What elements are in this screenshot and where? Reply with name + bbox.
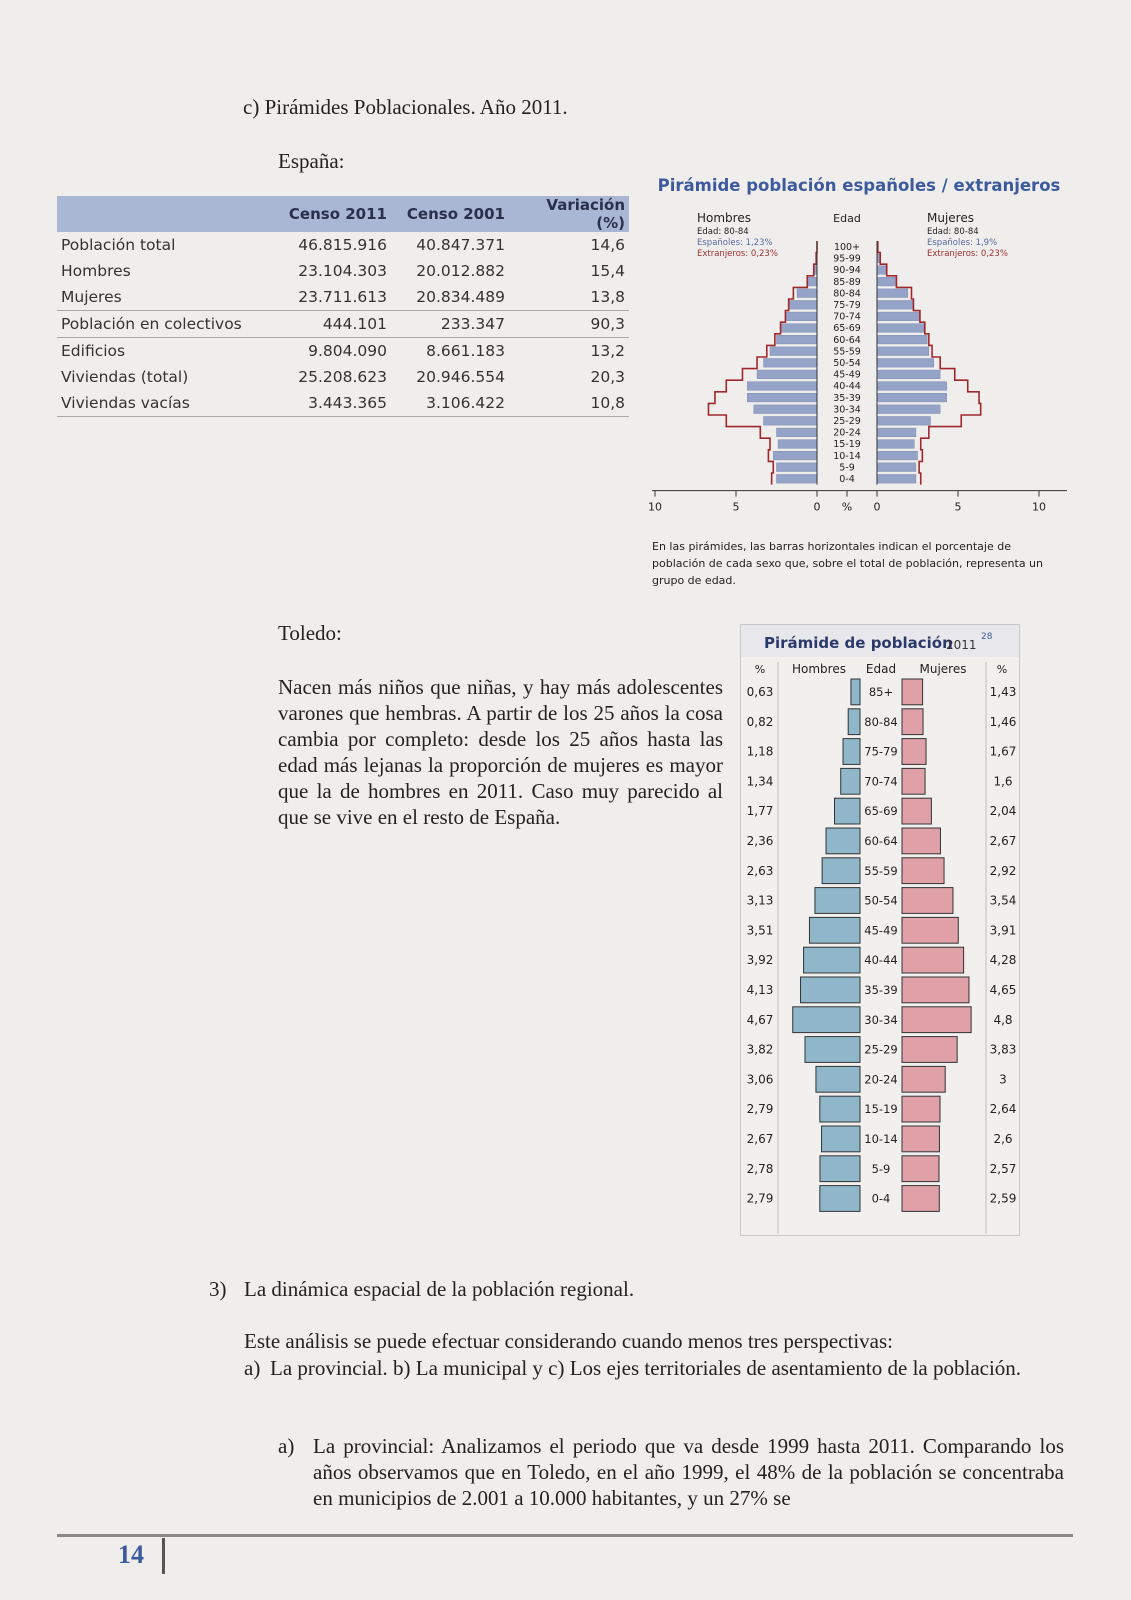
edad-label: 20-24 bbox=[864, 1072, 898, 1087]
male-bar bbox=[778, 440, 817, 449]
female-bar bbox=[877, 277, 896, 286]
age-label: 45-49 bbox=[833, 369, 861, 381]
age-label: 25-29 bbox=[833, 416, 861, 427]
perspectives-text: La provincial. b) La municipal y c) Los ejes territoriales de asentamiento de la población. bbox=[270, 1356, 1022, 1380]
edad-label: 50-54 bbox=[864, 893, 898, 908]
male-bar bbox=[747, 382, 817, 391]
table-row bbox=[57, 232, 629, 258]
table-cell: 9.804.090 bbox=[273, 338, 391, 365]
section-heading: c) Pirámides Poblacionales. Año 2011. bbox=[243, 95, 568, 119]
table-cell: 233.347 bbox=[391, 311, 509, 338]
table-row bbox=[57, 338, 629, 365]
table-header-row bbox=[57, 196, 629, 232]
hombres-value: 3,13 bbox=[746, 893, 774, 908]
table-cell: 3.443.365 bbox=[273, 390, 391, 417]
hombres-bar bbox=[841, 768, 860, 794]
hombres-value: 2,79 bbox=[746, 1102, 774, 1117]
mujeres-bar bbox=[902, 917, 958, 943]
right-legend-spanish: Españoles: 1,9% bbox=[927, 238, 998, 248]
age-label: 10-14 bbox=[833, 450, 861, 462]
mujeres-value: 2,67 bbox=[989, 834, 1017, 848]
male-bar bbox=[747, 393, 817, 402]
male-bar bbox=[777, 428, 818, 437]
hombres-bar bbox=[822, 858, 860, 884]
table-cell: 46.815.916 bbox=[298, 236, 387, 254]
edad-label: 75-79 bbox=[864, 744, 898, 759]
male-bar bbox=[797, 289, 817, 298]
toledo-pyramid-chart bbox=[740, 624, 1020, 1236]
footer-rule bbox=[57, 1534, 1073, 1537]
mujeres-value: 3,91 bbox=[989, 923, 1017, 938]
edad-label: 10-14 bbox=[864, 1132, 898, 1146]
table-cell: 90,3 bbox=[509, 311, 629, 338]
age-label: 70-74 bbox=[833, 311, 861, 323]
hombres-value: 2,78 bbox=[746, 1161, 774, 1176]
mujeres-value: 3 bbox=[999, 1072, 1007, 1087]
left-header: Hombres bbox=[697, 211, 751, 225]
table-header bbox=[57, 196, 273, 232]
male-bar bbox=[789, 301, 817, 310]
male-bar bbox=[773, 451, 817, 460]
mujeres-value: 2,64 bbox=[989, 1102, 1017, 1117]
male-bar bbox=[777, 475, 818, 484]
female-bar bbox=[877, 475, 916, 484]
hombres-header: Hombres bbox=[792, 662, 846, 676]
age-label: 90-94 bbox=[833, 265, 861, 277]
hombres-value: 0,82 bbox=[746, 714, 774, 729]
hombres-bar bbox=[820, 1096, 860, 1122]
hombres-value: 2,36 bbox=[746, 834, 774, 848]
hombres-bar bbox=[815, 888, 860, 914]
spain-label: España: bbox=[278, 149, 345, 173]
male-bar bbox=[786, 312, 817, 321]
edad-label: 25-29 bbox=[864, 1042, 898, 1057]
mujeres-bar bbox=[902, 1066, 945, 1092]
x-tick-label: 10 bbox=[648, 500, 662, 514]
table-cell: 14,6 bbox=[590, 236, 625, 254]
mujeres-bar bbox=[902, 1096, 940, 1122]
female-bar bbox=[877, 312, 919, 321]
male-bar bbox=[807, 277, 817, 286]
male-bar bbox=[764, 359, 817, 368]
hombres-bar bbox=[848, 709, 860, 735]
mujeres-value: 3,83 bbox=[989, 1042, 1017, 1057]
table-cell: 13,2 bbox=[509, 338, 629, 365]
mujeres-bar bbox=[902, 798, 931, 824]
mujeres-bar bbox=[902, 828, 940, 854]
toledo-label: Toledo: bbox=[278, 621, 342, 645]
female-bar bbox=[877, 428, 916, 437]
footnote-ref: 28 bbox=[981, 632, 993, 642]
hombres-bar bbox=[820, 1186, 860, 1212]
table-cell: Viviendas (total) bbox=[61, 368, 189, 386]
hombres-value: 3,06 bbox=[746, 1072, 774, 1087]
table-cell: Población en colectivos bbox=[57, 311, 273, 338]
female-bar bbox=[877, 359, 934, 368]
age-label: 55-59 bbox=[833, 346, 861, 358]
x-tick-label: 5 bbox=[954, 500, 962, 514]
age-label: 15-19 bbox=[833, 439, 861, 451]
edad-label: 40-44 bbox=[864, 953, 898, 968]
table-cell: 15,4 bbox=[590, 262, 625, 280]
hombres-bar bbox=[804, 947, 860, 973]
mujeres-bar bbox=[902, 1156, 939, 1182]
mujeres-value: 2,57 bbox=[989, 1161, 1017, 1176]
x-tick-label: 5 bbox=[732, 500, 740, 514]
table-row bbox=[57, 311, 629, 338]
table-cell: Viviendas vacías bbox=[57, 390, 273, 417]
female-bar bbox=[877, 347, 929, 356]
left-legend-age: Edad: 80-84 bbox=[697, 227, 749, 237]
hombres-bar bbox=[809, 917, 860, 943]
mujeres-bar bbox=[902, 1007, 971, 1033]
female-bar bbox=[877, 370, 940, 379]
left-legend-spanish: Españoles: 1,23% bbox=[697, 238, 773, 248]
mujeres-value: 2,59 bbox=[989, 1191, 1017, 1206]
hombres-bar bbox=[816, 1066, 860, 1092]
male-bar bbox=[777, 335, 818, 344]
female-bar bbox=[877, 405, 940, 414]
hombres-value: 3,92 bbox=[746, 953, 774, 968]
female-bar bbox=[877, 335, 927, 344]
age-label: 0-4 bbox=[839, 474, 855, 485]
mujeres-bar bbox=[902, 858, 944, 884]
hombres-bar bbox=[826, 828, 860, 854]
female-bar bbox=[877, 289, 908, 298]
item-a-paragraph: La provincial: Analizamos el periodo que va desde 1999 hasta 2011. Comparando los años observamos que en Toledo, en el año 1999, el 48% de la población se concentraba en municipios de 2.001 a 10.000 habitantes, y un 27% se bbox=[313, 1434, 1064, 1510]
hombres-bar bbox=[793, 1007, 860, 1033]
female-bar bbox=[877, 301, 913, 310]
hombres-bar bbox=[835, 798, 860, 824]
chart-title: Pirámide población españoles / extranjeros bbox=[657, 176, 1061, 195]
left-legend-foreign: Extranjeros: 0,23% bbox=[697, 249, 778, 259]
table-cell: Mujeres bbox=[61, 288, 122, 306]
age-label: 65-69 bbox=[833, 323, 861, 335]
age-label: 5-9 bbox=[839, 462, 855, 474]
hombres-value: 1,77 bbox=[746, 804, 774, 819]
edad-label: 85+ bbox=[868, 685, 894, 699]
table-cell: 40.847.371 bbox=[416, 236, 505, 254]
hombres-value: 4,67 bbox=[746, 1012, 774, 1027]
age-label: 30-34 bbox=[833, 404, 861, 416]
edad-label: 80-84 bbox=[864, 714, 898, 729]
male-bar bbox=[770, 347, 817, 356]
mujeres-bar bbox=[902, 768, 925, 794]
male-bar bbox=[764, 417, 817, 426]
table-row bbox=[57, 284, 629, 311]
table-cell: 23.104.303 bbox=[298, 262, 387, 280]
table-cell: Hombres bbox=[61, 262, 131, 280]
female-bar bbox=[877, 440, 914, 449]
female-bar bbox=[877, 451, 918, 460]
male-bar bbox=[781, 324, 817, 333]
hombres-value: 2,67 bbox=[746, 1132, 774, 1146]
hombres-value: 1,34 bbox=[746, 774, 774, 789]
mujeres-value: 2,92 bbox=[989, 863, 1017, 878]
age-label: 75-79 bbox=[833, 300, 861, 311]
page-number: 14 bbox=[118, 1540, 144, 1569]
age-label: 50-54 bbox=[833, 358, 861, 369]
age-label: 60-64 bbox=[833, 334, 861, 346]
edad-label: 0-4 bbox=[871, 1191, 891, 1206]
chart-title: Pirámide de población bbox=[764, 634, 953, 652]
item-a-marker: a) bbox=[278, 1434, 295, 1458]
mujeres-bar bbox=[902, 1037, 957, 1063]
mujeres-bar bbox=[902, 679, 923, 705]
mujeres-bar bbox=[902, 977, 969, 1003]
mujeres-value: 4,65 bbox=[989, 983, 1017, 997]
edad-label: 5-9 bbox=[871, 1161, 891, 1176]
hombres-value: 1,18 bbox=[746, 744, 774, 759]
footer-bar bbox=[162, 1538, 165, 1574]
mujeres-bar bbox=[902, 888, 953, 914]
table-header: Censo 2011 bbox=[273, 196, 391, 232]
edad-label: 35-39 bbox=[864, 983, 898, 997]
hombres-bar bbox=[822, 1126, 860, 1152]
table-cell: Edificios bbox=[57, 338, 273, 365]
mujeres-value: 1,67 bbox=[989, 744, 1017, 759]
table-cell: Población total bbox=[61, 236, 176, 254]
chart-year: 2011 bbox=[946, 638, 977, 652]
hombres-bar bbox=[820, 1156, 860, 1182]
perspectives-marker: a) bbox=[244, 1356, 261, 1380]
edad-label: 30-34 bbox=[864, 1012, 898, 1027]
mujeres-value: 2,6 bbox=[993, 1132, 1013, 1146]
age-label: 35-39 bbox=[833, 392, 861, 404]
census-table bbox=[57, 196, 629, 417]
table-cell: 25.208.623 bbox=[298, 368, 387, 386]
section-number: 3) bbox=[209, 1277, 227, 1301]
pct-header-right: % bbox=[996, 663, 1008, 676]
table-cell: 23.711.613 bbox=[298, 288, 387, 306]
table-cell: 8.661.183 bbox=[391, 338, 509, 365]
hombres-value: 3,51 bbox=[746, 923, 774, 938]
right-legend-age: Edad: 80-84 bbox=[927, 227, 979, 237]
hombres-bar bbox=[805, 1037, 860, 1063]
mujeres-bar bbox=[902, 1126, 939, 1152]
chart-caption: En las pirámides, las barras horizontales indican el porcentaje de población de cada sexo que, sobre el total de población, representa un grupo de edad. bbox=[652, 540, 1044, 587]
right-legend-foreign: Extranjeros: 0,23% bbox=[927, 249, 1008, 259]
mujeres-value: 2,04 bbox=[989, 804, 1017, 819]
mujeres-value: 1,46 bbox=[989, 714, 1017, 729]
edad-header: Edad bbox=[865, 662, 897, 676]
female-bar bbox=[877, 382, 947, 391]
edad-label: 55-59 bbox=[864, 863, 898, 878]
x-tick-label: 0 bbox=[873, 500, 881, 514]
mujeres-value: 1,6 bbox=[993, 774, 1013, 789]
female-bar bbox=[877, 324, 924, 333]
female-bar bbox=[877, 393, 947, 402]
table-cell: 20.834.489 bbox=[416, 288, 505, 306]
age-header: Edad bbox=[833, 212, 861, 225]
age-label: 40-44 bbox=[833, 381, 861, 393]
age-label: 80-84 bbox=[833, 288, 861, 300]
spain-pyramid-chart bbox=[648, 172, 1067, 594]
hombres-bar bbox=[801, 977, 860, 1003]
female-bar bbox=[877, 417, 930, 426]
edad-label: 65-69 bbox=[864, 804, 898, 819]
hombres-bar bbox=[843, 739, 860, 765]
hombres-value: 0,63 bbox=[746, 685, 774, 699]
table-cell: 20.012.882 bbox=[416, 262, 505, 280]
female-bar bbox=[877, 266, 887, 275]
section-title: La dinámica espacial de la población regional. bbox=[244, 1277, 635, 1301]
x-tick-label: % bbox=[841, 500, 853, 514]
edad-label: 45-49 bbox=[864, 923, 898, 938]
table-header: Variación (%) bbox=[509, 196, 629, 232]
table-row bbox=[57, 364, 629, 390]
table-cell: 20.946.554 bbox=[416, 368, 505, 386]
age-label: 20-24 bbox=[833, 427, 861, 439]
mujeres-bar bbox=[902, 709, 923, 735]
hombres-bar bbox=[851, 679, 860, 705]
male-bar bbox=[777, 463, 818, 472]
right-header: Mujeres bbox=[927, 211, 974, 225]
table-cell: 13,8 bbox=[590, 288, 625, 306]
toledo-paragraph: Nacen más niños que niñas, y hay más adolescentes varones que hembras. A partir de los 25 años la cosa cambia por completo: desde los 25 años hasta las edad más lejanas la proporción de mujeres es mayor que la de hombres en 2011. Caso muy parecido al que se vive en el resto de España. bbox=[278, 675, 723, 829]
age-label: 95-99 bbox=[833, 253, 861, 265]
mujeres-value: 3,54 bbox=[989, 893, 1017, 908]
hombres-value: 2,79 bbox=[746, 1191, 774, 1206]
section-intro: Este análisis se puede efectuar considerando cuando menos tres perspectivas: bbox=[244, 1329, 894, 1353]
table-row bbox=[57, 390, 629, 417]
edad-label: 70-74 bbox=[864, 774, 898, 789]
mujeres-value: 4,8 bbox=[993, 1012, 1013, 1027]
edad-label: 15-19 bbox=[864, 1102, 898, 1117]
perspectives-list bbox=[244, 1355, 1064, 1381]
x-tick-label: 0 bbox=[813, 500, 821, 514]
hombres-value: 4,13 bbox=[746, 983, 774, 997]
hombres-value: 3,82 bbox=[746, 1042, 774, 1057]
table-cell: 3.106.422 bbox=[391, 390, 509, 417]
table-cell: 20,3 bbox=[590, 368, 625, 386]
age-label: 85-89 bbox=[833, 276, 861, 288]
mujeres-bar bbox=[902, 1186, 939, 1212]
male-bar bbox=[757, 370, 817, 379]
pct-header-left: % bbox=[754, 663, 766, 676]
hombres-value: 2,63 bbox=[746, 863, 774, 878]
age-label: 100+ bbox=[833, 242, 861, 253]
table-cell: 10,8 bbox=[509, 390, 629, 417]
mujeres-header: Mujeres bbox=[919, 662, 967, 676]
edad-label: 60-64 bbox=[864, 834, 898, 848]
mujeres-value: 4,28 bbox=[989, 953, 1017, 968]
x-tick-label: 10 bbox=[1032, 500, 1046, 514]
table-cell: 444.101 bbox=[273, 311, 391, 338]
female-bar bbox=[877, 463, 916, 472]
mujeres-bar bbox=[902, 739, 926, 765]
mujeres-value: 1,43 bbox=[989, 685, 1017, 699]
table-row bbox=[57, 258, 629, 284]
table-header: Censo 2001 bbox=[391, 196, 509, 232]
male-bar bbox=[754, 405, 817, 414]
mujeres-bar bbox=[902, 947, 964, 973]
